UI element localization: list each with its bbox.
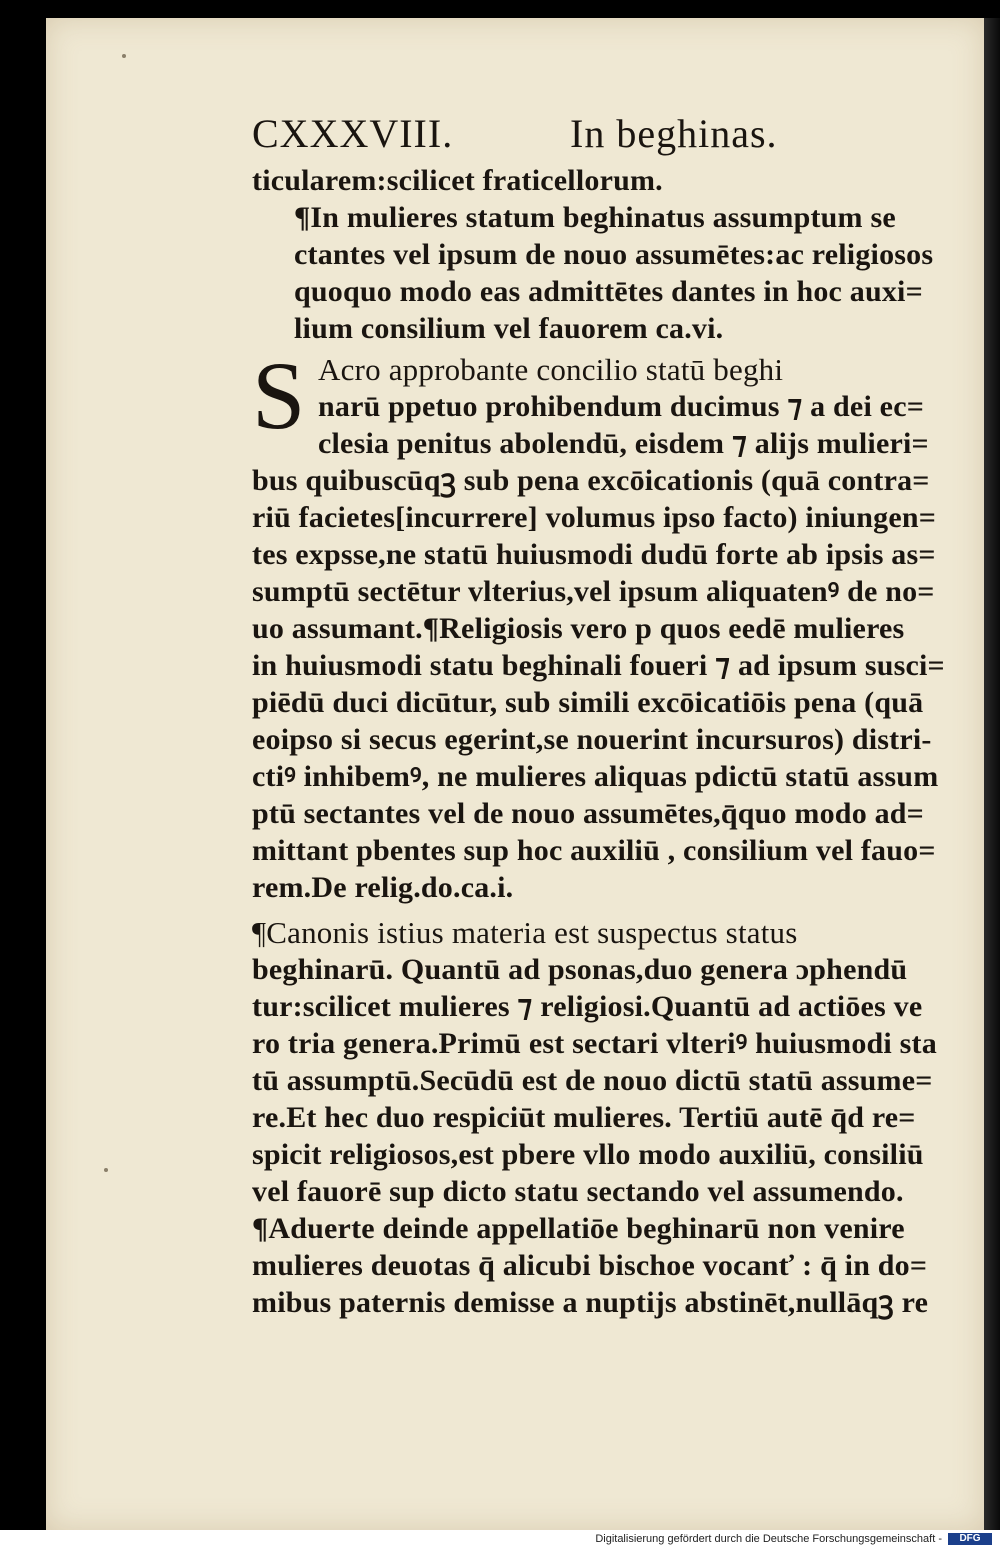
text-line: eoipso si secus egerint,se nouerint incursuros) distri- bbox=[252, 723, 932, 756]
text-line: in huiusmodi statu beghinali foueri ⁊ ad ipsum susci= bbox=[252, 649, 945, 682]
text-line: ctantes vel ipsum de nouo assumētes:ac religiosos bbox=[294, 238, 934, 271]
text-line: piēdū duci dicūtur, sub simili excōicatiōis pena (quā bbox=[252, 686, 924, 719]
text-line: ¶Aduerte deinde appellatiōe beghinarū non venire bbox=[252, 1212, 905, 1245]
text-line: tes expsse,ne statū huiusmodi dudū forte ab ipsis as= bbox=[252, 538, 936, 571]
text-line: mibus paternis demisse a nuptijs abstinēt,nullāqꝫ re bbox=[252, 1286, 929, 1319]
text-line: mittant pbentes sup hoc auxiliū , consilium vel fauo= bbox=[252, 834, 936, 867]
text-line: bus quibuscūqꝫ sub pena excōicationis (quā contra= bbox=[252, 464, 930, 497]
text-line: spicit religiosos,est pbere vllo modo auxiliū, consiliū bbox=[252, 1138, 924, 1171]
page-speck bbox=[122, 54, 126, 58]
text-line: ¶Canonis istius materia est suspectus status bbox=[252, 915, 798, 950]
funding-credit: Digitalisierung gefördert durch die Deutsche Forschungsgemeinschaft - bbox=[595, 1533, 942, 1545]
text-line: clesia penitus abolendū, eisdem ⁊ alijs mulieri= bbox=[318, 427, 929, 460]
text-line: Acro approbante concilio statū beghi bbox=[318, 352, 784, 387]
text-line: tū assumptū.Secūdū est de nouo dictū statū assume= bbox=[252, 1064, 933, 1097]
text-line: re.Et hec duo respiciūt mulieres. Tertiū autē q̄d re= bbox=[252, 1101, 916, 1134]
dfg-logo: DFG bbox=[948, 1533, 992, 1545]
page-speck bbox=[104, 1168, 108, 1172]
running-title: In beghinas. bbox=[570, 111, 778, 156]
book-edge bbox=[984, 18, 1000, 1530]
text-line: ctiꝰ inhibemꝰ, ne mulieres aliquas pdictū statū assum bbox=[252, 760, 939, 793]
drop-capital: S bbox=[252, 342, 306, 449]
text-line: sumptū sectētur vlterius,vel ipsum aliquatenꝰ de no= bbox=[252, 575, 935, 608]
text-line: narū ppetuo prohibendum ducimus ⁊ a dei ec= bbox=[318, 390, 925, 423]
text-line: lium consilium vel fauorem ca.vi. bbox=[294, 312, 724, 345]
text-line: quoquo modo eas admittētes dantes in hoc auxi= bbox=[294, 275, 923, 308]
text-line: mulieres deuotas q̄ alicubi bischoe vocanť : q̄ in do= bbox=[252, 1249, 928, 1282]
text-line: rem.De relig.do.ca.i. bbox=[252, 871, 514, 904]
text-line: vel fauorē sup dicto statu sectando vel assumendo. bbox=[252, 1175, 904, 1208]
text-line: uo assumant.¶Religiosis vero p quos eedē mulieres bbox=[252, 612, 905, 645]
text-line: ptū sectantes vel de nouo assumētes,q̄quo modo ad= bbox=[252, 797, 924, 830]
text-line: riū facietes[incurrere] volumus ipso facto) iniungen= bbox=[252, 501, 937, 534]
folio-number: CXXXVIII. bbox=[252, 111, 454, 156]
footer-bar bbox=[0, 1530, 1000, 1549]
text-line: ¶In mulieres statum beghinatus assumptum se bbox=[294, 201, 896, 234]
text-line: ticularem:scilicet fraticellorum. bbox=[252, 164, 663, 197]
text-line: ro tria genera.Primū est sectari vlteriꝰ huiusmodi sta bbox=[252, 1027, 937, 1060]
text-line: beghinarū. Quantū ad psonas,duo genera ɔphendū bbox=[252, 953, 908, 986]
text-line: tur:scilicet mulieres ⁊ religiosi.Quantū ad actiōes ve bbox=[252, 990, 923, 1023]
